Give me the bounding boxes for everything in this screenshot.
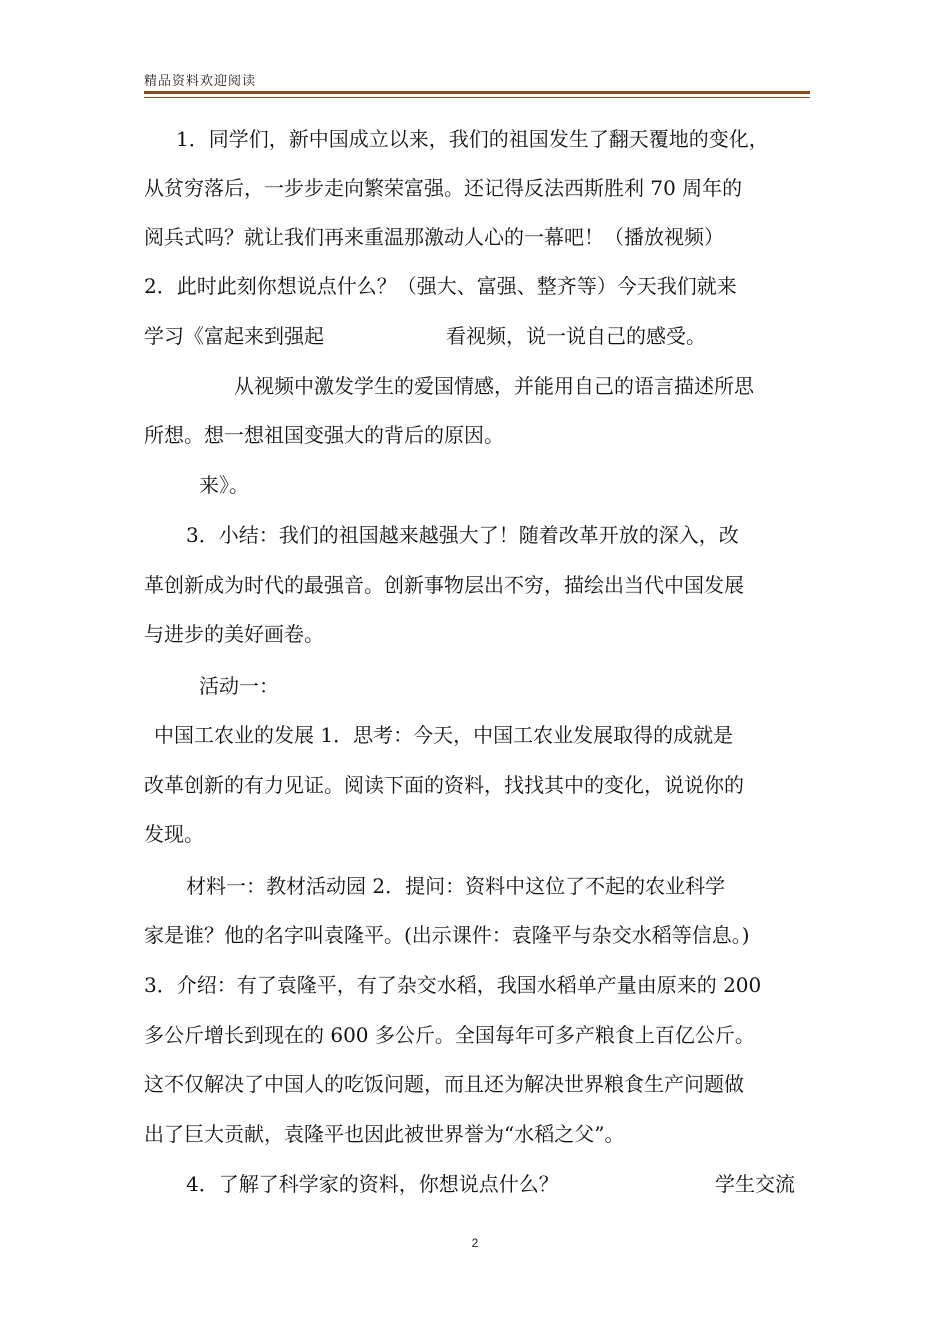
paragraph-line: 学生交流 bbox=[715, 1172, 795, 1196]
paragraph-line: 4．了解了科学家的资料，你想说点什么？ bbox=[186, 1172, 559, 1196]
paragraph-line: 这不仅解决了中国人的吃饭问题，而且还为解决世界粮食生产问题做 bbox=[144, 1072, 744, 1096]
paragraph-line: 3．小结：我们的祖国越来越强大了！随着改革开放的深入，改 bbox=[186, 523, 739, 547]
paragraph-line: 3．介绍：有了袁隆平，有了杂交水稻，我国水稻单产量由原来的 200 bbox=[144, 973, 762, 997]
paragraph-line: 家是谁？他的名字叫袁隆平。(出示课件：袁隆平与杂交水稻等信息。) bbox=[144, 923, 750, 947]
paragraph-line: 1．同学们，新中国成立以来，我们的祖国发生了翻天覆地的变化， bbox=[176, 127, 769, 151]
paragraph-line: 从视频中激发学生的爱国情感，并能用自己的语言描述所思 bbox=[234, 374, 754, 398]
paragraph-line: 多公斤增长到现在的 600 多公斤。全国每年可多产粮食上百亿公斤。 bbox=[144, 1023, 755, 1047]
header-rule-thick bbox=[144, 91, 810, 94]
paragraph-line: 改革创新的有力见证。阅读下面的资料，找找其中的变化，说说你的 bbox=[144, 773, 744, 797]
paragraph-line: 2．此时此刻你想说点什么？（强大、富强、整齐等）今天我们就来 bbox=[144, 274, 737, 298]
section-heading: 活动一： bbox=[199, 674, 279, 698]
paragraph-line: 从贫穷落后，一步步走向繁荣富强。还记得反法西斯胜利 70 周年的 bbox=[144, 176, 743, 200]
paragraph-line: 中国工农业的发展 1．思考：今天，中国工农业发展取得的成就是 bbox=[154, 723, 734, 747]
page-header: 精品资料欢迎阅读 bbox=[144, 74, 257, 89]
paragraph-line: 所想。想一想祖国变强大的背后的原因。 bbox=[144, 423, 504, 447]
paragraph-line: 革创新成为时代的最强音。创新事物层出不穷，描绘出当代中国发展 bbox=[144, 573, 744, 597]
paragraph-line: 发现。 bbox=[144, 822, 204, 846]
paragraph-line: 阅兵式吗？就让我们再来重温那激动人心的一幕吧！（播放视频） bbox=[144, 225, 724, 249]
paragraph-line: 与进步的美好画卷。 bbox=[144, 622, 324, 646]
page-number: 2 bbox=[471, 1236, 479, 1250]
header-rule-thin bbox=[144, 97, 810, 98]
paragraph-line: 材料一：教材活动园 2．提问：资料中这位了不起的农业科学 bbox=[186, 874, 726, 898]
paragraph-line: 出了巨大贡献，袁隆平也因此被世界誉为“水稻之父”。 bbox=[144, 1122, 625, 1146]
paragraph-line: 学习《富起来到强起 bbox=[144, 324, 324, 348]
paragraph-line: 来》。 bbox=[199, 473, 249, 497]
paragraph-line: 看视频，说一说自己的感受。 bbox=[446, 324, 706, 348]
